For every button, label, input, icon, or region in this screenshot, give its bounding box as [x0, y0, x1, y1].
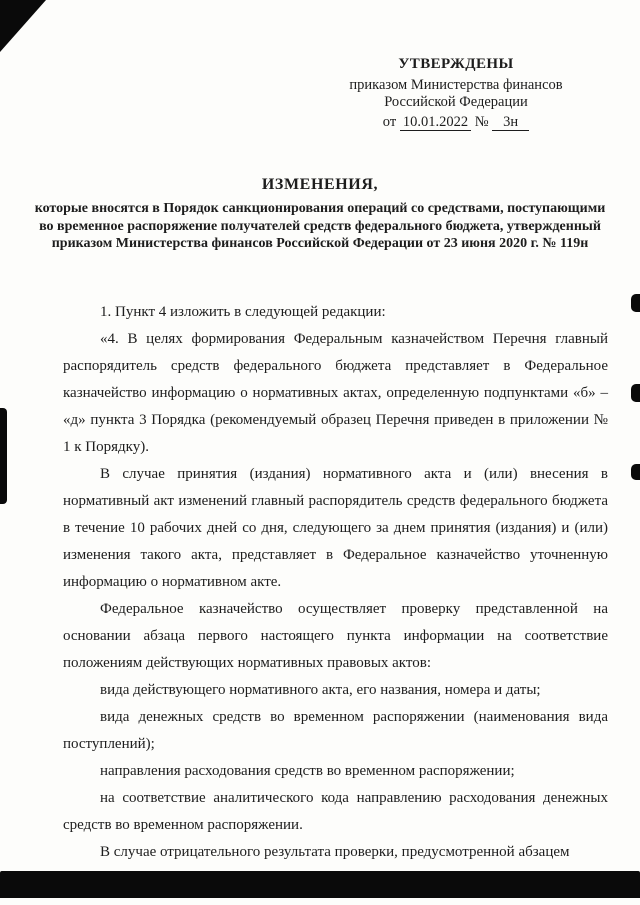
approval-approved-label: УТВЕРЖДЕНЫ [398, 56, 514, 72]
body-paragraph-7: направления расходования средств во временном распоряжении; [100, 763, 515, 779]
document-title: ИЗМЕНЕНИЯ, [261, 176, 379, 193]
body-paragraph-8: на соответствие аналитического кода направлению расходования денежных средств во временном распоряжении. [63, 790, 608, 833]
approval-block [318, 56, 594, 131]
scan-artifact-bottom-bar [0, 871, 640, 898]
body-paragraph-1: 1. Пункт 4 изложить в следующей редакции: [100, 304, 386, 320]
approval-date-line [318, 114, 594, 132]
body-paragraph-6: вида денежных средств во временном распоряжении (наименования вида поступлений); [63, 709, 608, 752]
body-paragraph-9: В случае отрицательного результата проверки, предусмотренной абзацем [100, 844, 570, 860]
approval-number-value: 3н [492, 114, 529, 131]
scan-artifact-right-mark-2 [631, 384, 640, 402]
body-paragraph-2: «4. В целях формирования Федеральным казначейством Перечня главный распорядитель средств федерального бюджета представляет в Федеральное казначейство информацию о нормативных актах, определенную подпунктами «б» – «д» пункта 3 Порядка (рекомендуемый образец Перечня приведен в приложении № 1 к Порядку). [63, 331, 608, 455]
approval-number-sign: № [474, 113, 489, 130]
body-paragraph-4: Федеральное казначейство осуществляет проверку представленной на основании абзаца первого настоящего пункта информации на соответствие положениям действующих нормативных правовых актов: [63, 601, 608, 671]
scan-artifact-right-mark-1 [631, 294, 640, 312]
title-block [30, 176, 610, 253]
approval-issuer-line1: приказом Министерства финансов [349, 76, 563, 93]
approval-date-prefix: от [382, 113, 397, 130]
body-paragraph-3: В случае принятия (издания) нормативного акта и (или) внесения в нормативный акт изменений главный распорядитель средств федерального бюджета в течение 10 рабочих дней со дня, следующего за днем принятия (издания) и (или) изменения такого акта, представляет в Федеральное казначейство уточненную информацию о нормативном акте. [63, 466, 608, 590]
approval-date-value: 10.01.2022 [400, 114, 471, 131]
document-subtitle: которые вносятся в Порядок санкционирования операций со средствами, поступающими во временное распоряжение получателей средств федерального бюджета, утвержденный приказом Министерства финансов Российской Федерации от 23 июня 2020 г. № 119н [34, 201, 606, 251]
scan-artifact-corner-fold [0, 0, 46, 52]
scan-artifact-right-mark-3 [631, 464, 640, 480]
scan-artifact-left-mark [0, 408, 7, 504]
document-body [63, 299, 608, 866]
body-paragraph-5: вида действующего нормативного акта, его названия, номера и даты; [100, 682, 541, 698]
approval-issuer-line2: Российской Федерации [384, 94, 528, 110]
